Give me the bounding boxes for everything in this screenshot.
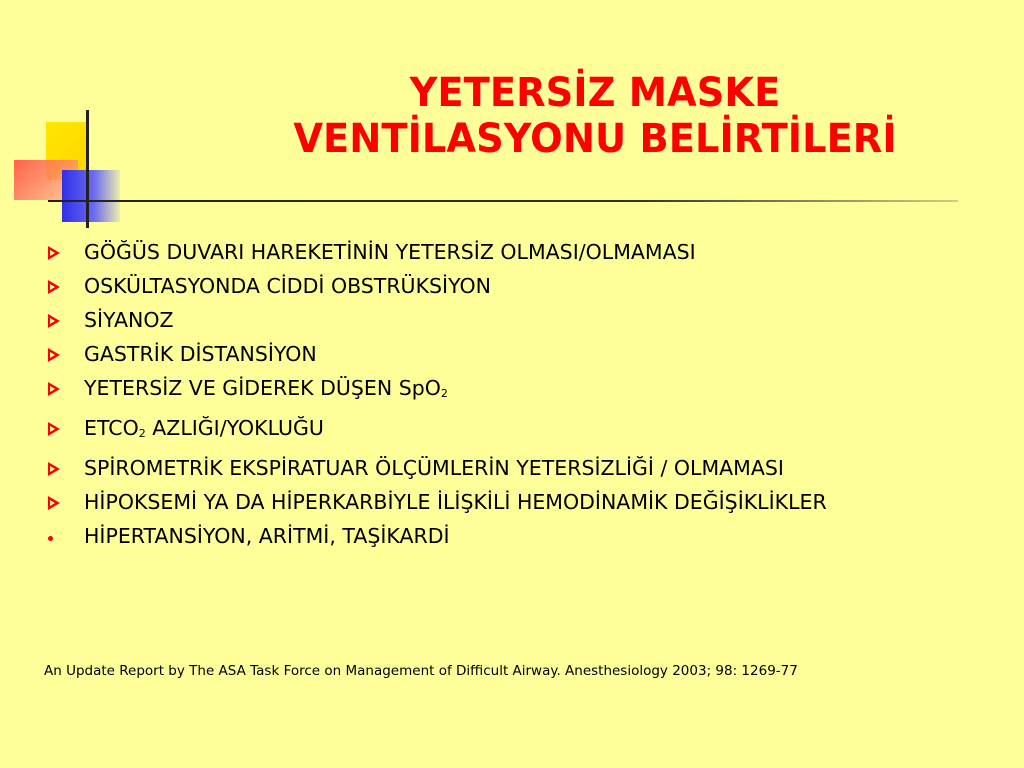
subscript: 2 bbox=[138, 427, 146, 440]
bullet-item bbox=[40, 308, 980, 332]
arrowhead-bullet-icon bbox=[48, 462, 60, 476]
bullet-item bbox=[40, 524, 980, 548]
bullet-item bbox=[40, 342, 980, 366]
bullet-text: HİPERTANSİYON, ARİTMİ, TAŞİKARDİ bbox=[84, 524, 450, 548]
title-divider-line bbox=[48, 200, 958, 202]
arrowhead-bullet-icon bbox=[48, 314, 60, 328]
round-bullet-icon bbox=[48, 536, 53, 541]
bullet-text: SİYANOZ bbox=[84, 308, 174, 332]
bullet-item bbox=[40, 240, 980, 264]
decorative-blue-square bbox=[62, 170, 120, 222]
arrowhead-bullet-icon bbox=[48, 422, 60, 436]
bullet-text: OSKÜLTASYONDA CİDDİ OBSTRÜKSİYON bbox=[84, 274, 491, 298]
bullet-item bbox=[40, 416, 980, 446]
arrowhead-bullet-icon bbox=[48, 280, 60, 294]
bullet-list bbox=[40, 240, 980, 558]
bullet-text: YETERSİZ VE GİDEREK DÜŞEN SpO bbox=[84, 376, 441, 400]
arrowhead-bullet-icon bbox=[48, 496, 60, 510]
bullet-item bbox=[40, 376, 980, 406]
slide-title bbox=[168, 70, 1022, 162]
bullet-text: HİPOKSEMİ YA DA HİPERKARBİYLE İLİŞKİLİ HEMODİNAMİK DEĞİŞİKLİKLER bbox=[84, 490, 827, 514]
arrowhead-bullet-icon bbox=[48, 246, 60, 260]
bullet-item bbox=[40, 274, 980, 298]
reference-citation: An Update Report by The ASA Task Force on Management of Difficult Airway. Anesthesiology 2003; 98: 1269-77 bbox=[44, 663, 798, 679]
bullet-text: ETCO bbox=[84, 416, 139, 440]
bullet-text: GÖĞÜS DUVARI HAREKETİNİN YETERSİZ OLMASI/OLMAMASI bbox=[84, 240, 696, 264]
bullet-item bbox=[40, 490, 980, 514]
bullet-text: SPİROMETRİK EKSPİRATUAR ÖLÇÜMLERİN YETERSİZLİĞİ / OLMAMASI bbox=[84, 456, 784, 480]
bullet-item bbox=[40, 456, 980, 480]
slide-title-line-2: VENTİLASYONU BELİRTİLERİ bbox=[293, 116, 897, 162]
decorative-vertical-line bbox=[86, 110, 89, 228]
bullet-text: GASTRİK DİSTANSİYON bbox=[84, 342, 317, 366]
bullet-text-continued: AZLIĞI/YOKLUĞU bbox=[145, 416, 324, 440]
subscript: 2 bbox=[440, 387, 448, 400]
slide-title-line-1: YETERSİZ MASKE bbox=[409, 70, 781, 116]
arrowhead-bullet-icon bbox=[48, 348, 60, 362]
arrowhead-bullet-icon bbox=[48, 382, 60, 396]
